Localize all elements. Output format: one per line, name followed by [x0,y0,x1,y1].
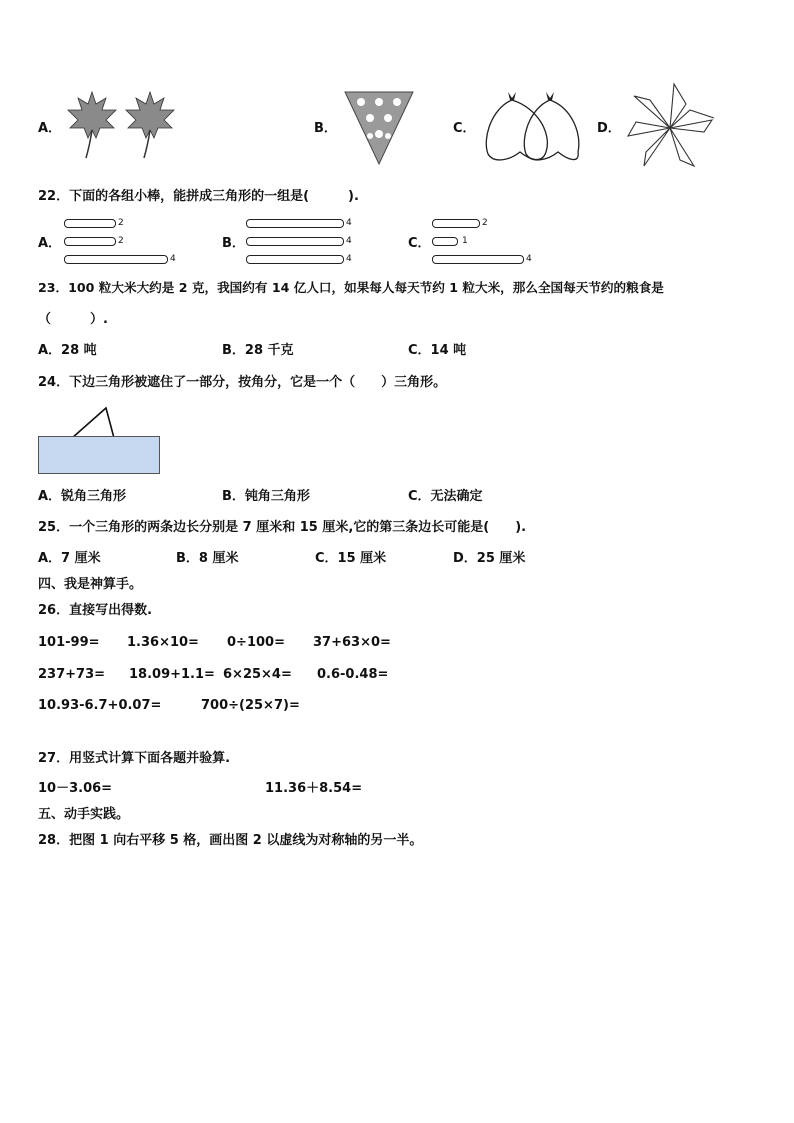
q23-blank: （ ）. [38,312,108,327]
q26-expression: 700÷(25×7)= [201,698,300,713]
q27-item: 10－3.06= [38,781,113,796]
double-heart-figure [482,88,582,166]
q23-option-c: C．14 吨 [408,343,467,358]
q23-question: 23．100 粒大米大约是 2 克，我国约有 14 亿人口，如果每人每天节约 1 粒大米，那么全国每天节约的粮食是 [38,280,664,295]
q24-option-c: C．无法确定 [408,489,483,504]
stick [432,219,480,228]
q26-expression: 101-99= [38,635,100,650]
stick-length-label: 4 [346,236,352,246]
q27-item: 11.36＋8.54= [265,781,363,796]
stick [432,237,458,246]
stick [64,237,116,246]
triangle-flowers-figure [343,90,415,166]
q27-question: 27．用竖式计算下面各题并验算. [38,751,231,766]
q26-expression: 10.93-6.7+0.07= [38,698,162,713]
q22-option-c-label: C． [408,236,431,251]
q26-expression: 1.36×10= [127,635,199,650]
stick-length-label: 1 [462,236,468,246]
q26-expression: 0.6-0.48= [317,667,389,682]
stick-length-label: 4 [346,218,352,228]
q26-expression: 237+73= [38,667,106,682]
stick [432,255,524,264]
q22-option-a-label: A． [38,236,62,251]
q21-option-a-label: A． [38,121,62,136]
q28-question: 28．把图 1 向右平移 5 格，画出图 2 以虚线为对称轴的另一半。 [38,833,423,848]
maple-leaves-figure [62,88,182,162]
stick-length-label: 4 [170,254,176,264]
stick-length-label: 4 [526,254,532,264]
stick [64,219,116,228]
q25-question: 25．一个三角形的两条边长分别是 7 厘米和 15 厘米,它的第三条边长可能是( ). [38,520,527,535]
q22-option-b-label: B． [222,236,245,251]
q25-option-a: A．7 厘米 [38,551,101,566]
q24-option-a: A．锐角三角形 [38,489,127,504]
stick-length-label: 4 [346,254,352,264]
q21-option-d-label: D． [597,121,621,136]
q26-expression: 18.09+1.1= [129,667,215,682]
stick-length-label: 2 [118,218,124,228]
stick [246,237,344,246]
q23-option-a: A．28 吨 [38,343,97,358]
q21-option-b-label: B． [314,121,337,136]
q21-option-c-label: C． [453,121,476,136]
section-5-heading: 五、动手实践。 [38,807,130,822]
q26-expression: 6×25×4= [223,667,292,682]
q24-option-b: B．钝角三角形 [222,489,310,504]
pinwheel-figure [624,82,716,174]
q25-option-c: C．15 厘米 [315,551,387,566]
q25-option-b: B．8 厘米 [176,551,239,566]
q24-question: 24．下边三角形被遮住了一部分，按角分，它是一个（ ）三角形。 [38,375,447,390]
stick-length-label: 2 [482,218,488,228]
stick [64,255,168,264]
stick [246,255,344,264]
stick [246,219,344,228]
q23-option-b: B．28 千克 [222,343,294,358]
q22-question: 22．下面的各组小棒，能拼成三角形的一组是( ). [38,189,359,204]
q26-question: 26．直接写出得数. [38,603,153,618]
triangle-cover-rectangle [38,436,160,474]
stick-length-label: 2 [118,236,124,246]
q25-option-d: D．25 厘米 [453,551,526,566]
q26-expression: 0÷100= [227,635,285,650]
section-4-heading: 四、我是神算手。 [38,577,143,592]
q26-expression: 37+63×0= [313,635,391,650]
